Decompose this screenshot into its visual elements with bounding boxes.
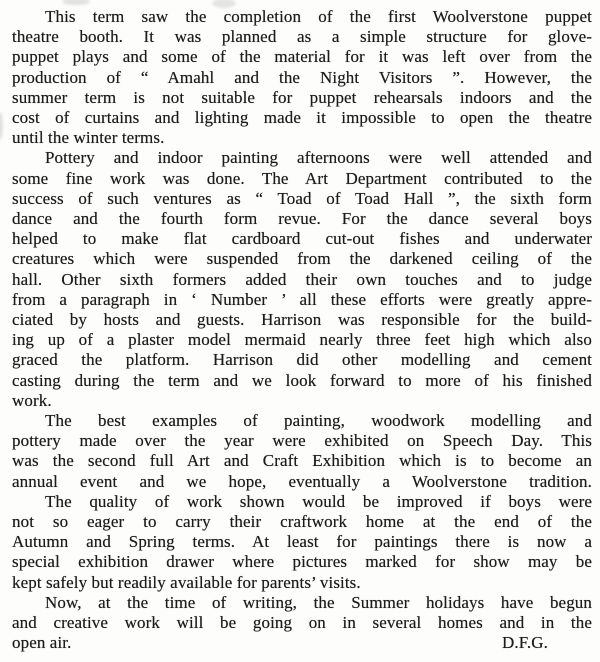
text-line: Pottery and indoor painting afternoons were well attended and xyxy=(45,148,592,168)
text-line: some fine work was done. The Art Department contributed to the xyxy=(12,168,592,188)
text-line: success of such ventures as “ Toad of Toad Hall ”, the sixth form xyxy=(12,188,592,208)
text-line: production of “ Amahl and the Night Visitors ”. However, the xyxy=(12,67,592,87)
text-line: puppet plays and some of the material for it was left over from the xyxy=(12,47,592,67)
text-line: until the winter terms. xyxy=(12,128,165,148)
text-line: was the second full Art and Craft Exhibition which is to become an xyxy=(12,451,592,471)
author-initials: D.F.G. xyxy=(502,633,548,653)
text-line: ing up of a plaster model mermaid nearly three feet high which also xyxy=(12,330,592,350)
text-line: helped to make flat cardboard cut-out fishes and underwater xyxy=(12,229,592,249)
text-line: theatre booth. It was planned as a simple structure for glove- xyxy=(12,27,592,47)
text-line: special exhibition drawer where pictures marked for show may be xyxy=(12,552,592,572)
text-line: creatures which were suspended from the darkened ceiling of the xyxy=(12,249,592,269)
text-line: ciated by hosts and guests. Harrison was responsible for the build- xyxy=(12,310,592,330)
article-body xyxy=(12,7,592,654)
text-line: This term saw the completion of the first Woolverstone puppet xyxy=(45,7,592,26)
text-line: kept safely but readily available for parents’ visits. xyxy=(12,572,361,592)
text-line: pottery made over the year were exhibited on Speech Day. This xyxy=(12,431,592,451)
text-line: hall. Other sixth formers added their own touches and to judge xyxy=(12,269,592,289)
text-line: casting during the term and we look forward to more of his finished xyxy=(12,370,592,390)
text-line: The best examples of painting, woodwork modelling and xyxy=(45,411,592,431)
text-line: summer term is not suitable for puppet rehearsals indoors and the xyxy=(12,87,592,107)
text-line: work. xyxy=(12,390,52,410)
text-line: Autumn and Spring terms. At least for paintings there is now a xyxy=(12,532,592,552)
scan-smudge xyxy=(62,0,90,5)
text-line: annual event and we hope, eventually a Woolverstone tradition. xyxy=(12,471,592,491)
text-line: not so eager to carry their craftwork home at the end of the xyxy=(12,512,592,532)
text-line: from a paragraph in ‘ Number ’ all these efforts were greatly appre- xyxy=(12,289,592,309)
text-line: The quality of work shown would be improved if boys were xyxy=(45,491,592,511)
scan-smudge xyxy=(0,112,3,140)
text-line: graced the platform. Harrison did other modelling and cement xyxy=(12,350,592,370)
text-line: dance and the fourth form revue. For the dance several boys xyxy=(12,209,592,229)
text-line: open air. D.F.G. xyxy=(12,633,548,653)
text-line: Now, at the time of writing, the Summer holidays have begun xyxy=(45,592,592,612)
text-line: and creative work will be going on in several homes and in the xyxy=(12,613,592,633)
text-line: cost of curtains and lighting made it impossible to open the theatre xyxy=(12,108,592,128)
